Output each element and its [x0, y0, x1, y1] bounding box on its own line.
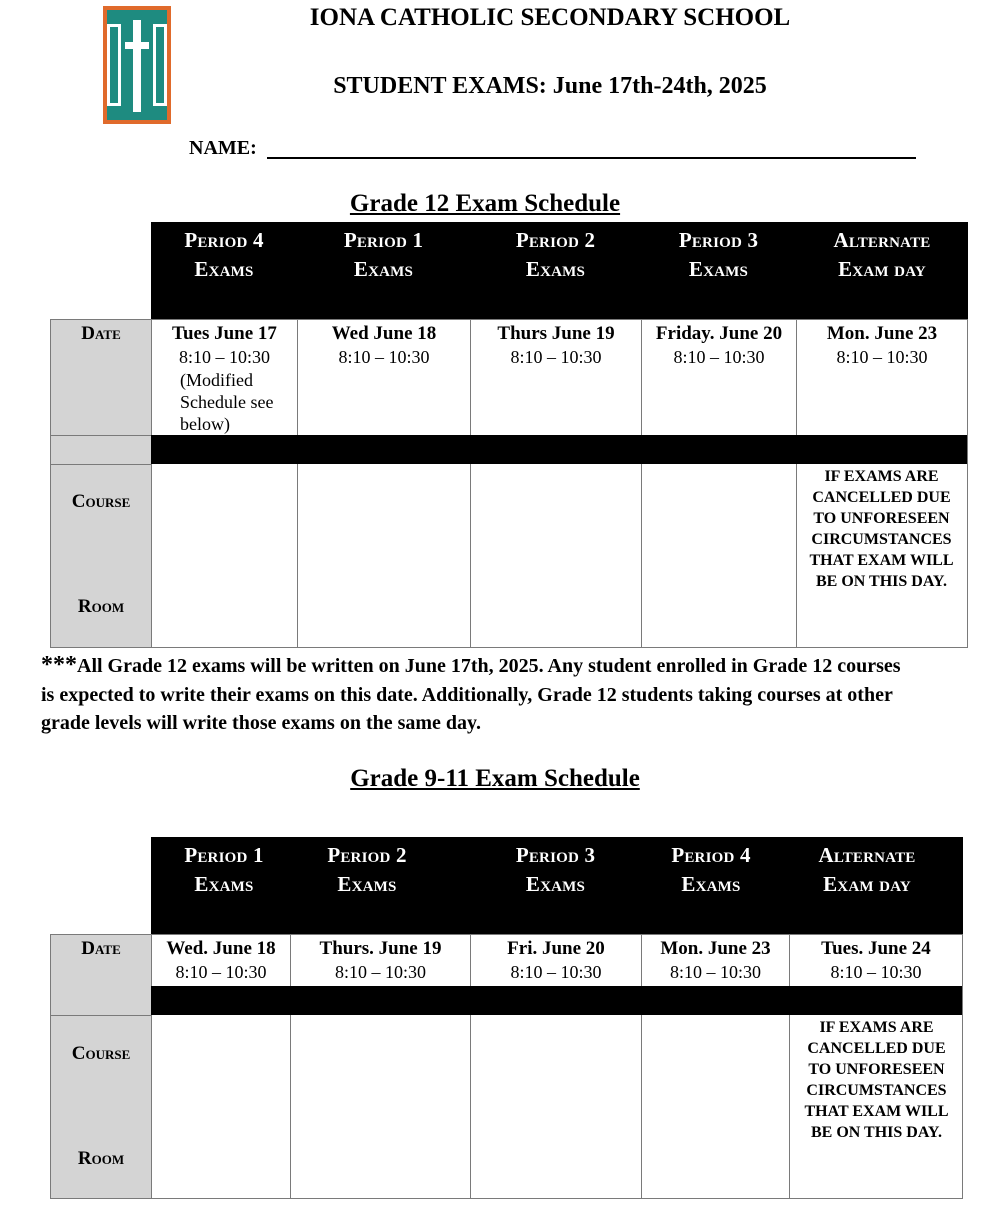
- room-label: Room: [77, 1148, 125, 1169]
- grade12-date-cell: Tues June 17 8:10 – 10:30: [172, 323, 277, 367]
- grade12-date-cell: Wed June 18 8:10 – 10:30: [331, 323, 437, 367]
- course-label: Course: [71, 1043, 131, 1064]
- grade12-col-header: Period 1 Exams: [343, 228, 424, 281]
- grade9-11-header-row: [151, 837, 963, 934]
- grade9-11-date-cell: Wed. June 18 8:10 – 10:30: [166, 938, 276, 982]
- grade12-date-cell: Thurs June 19 8:10 – 10:30: [497, 323, 615, 367]
- grade9-11-col-header: Period 2 Exams: [327, 843, 407, 896]
- grade12-date-cell: Mon. June 23 8:10 – 10:30: [826, 323, 938, 367]
- grade9-11-col-header: Period 3 Exams: [515, 843, 596, 896]
- grade12-title: Grade 12 Exam Schedule: [349, 190, 621, 217]
- grade9-11-alternate-note: IF EXAMS ARE CANCELLED DUE TO UNFORESEEN CIRCUMSTANCES THAT EXAM WILL BE ON THIS DAY.: [804, 1019, 949, 1141]
- modified-schedule-note: (Modified Schedule see below): [180, 370, 274, 434]
- grade9-11-date-cell: Fri. June 20 8:10 – 10:30: [507, 938, 605, 982]
- course-label: Course: [71, 491, 131, 512]
- grade12-note-paragraph: ***All Grade 12 exams will be written on June 17th, 2025. Any student enrolled in Grade 12 courses is expected to write their exams on this date. Additionally, Grade 12 students taking courses at other grade levels will write those exams on the same day.: [41, 652, 901, 734]
- room-label: Room: [77, 596, 125, 617]
- name-line: [267, 157, 916, 159]
- grade12-col-header: Period 4 Exams: [184, 228, 264, 281]
- grade12-separator-band: [151, 435, 968, 464]
- grade12-col-header: Alternate Exam day: [833, 228, 931, 281]
- date-label: Date: [81, 323, 121, 344]
- grade9-11-date-cell: Thurs. June 19 8:10 – 10:30: [319, 938, 442, 982]
- grade12-col-header: Period 2 Exams: [515, 228, 596, 281]
- grade9-11-date-cell: Mon. June 23 8:10 – 10:30: [660, 938, 771, 982]
- grade12-header-row: [151, 222, 968, 319]
- school-name: IONA CATHOLIC SECONDARY SCHOOL: [309, 4, 791, 31]
- grade12-alternate-note: IF EXAMS ARE CANCELLED DUE TO UNFORESEEN CIRCUMSTANCES THAT EXAM WILL BE ON THIS DAY.: [809, 468, 954, 590]
- school-logo: [103, 6, 171, 124]
- grade9-11-col-header: Period 4 Exams: [671, 843, 751, 896]
- grade9-11-title: Grade 9-11 Exam Schedule: [350, 765, 640, 792]
- name-label: NAME:: [189, 137, 257, 159]
- grade12-col-header: Period 3 Exams: [678, 228, 759, 281]
- grade9-11-col-header: Alternate Exam day: [818, 843, 916, 896]
- grade9-11-col-header: Period 1 Exams: [184, 843, 264, 896]
- date-label: Date: [81, 938, 121, 959]
- grade9-11-separator-band: [151, 986, 963, 1015]
- grade12-date-cell: Friday. June 20 8:10 – 10:30: [655, 323, 783, 367]
- exam-title: STUDENT EXAMS: June 17th-24th, 2025: [333, 73, 767, 99]
- grade9-11-date-cell: Tues. June 24 8:10 – 10:30: [821, 938, 931, 982]
